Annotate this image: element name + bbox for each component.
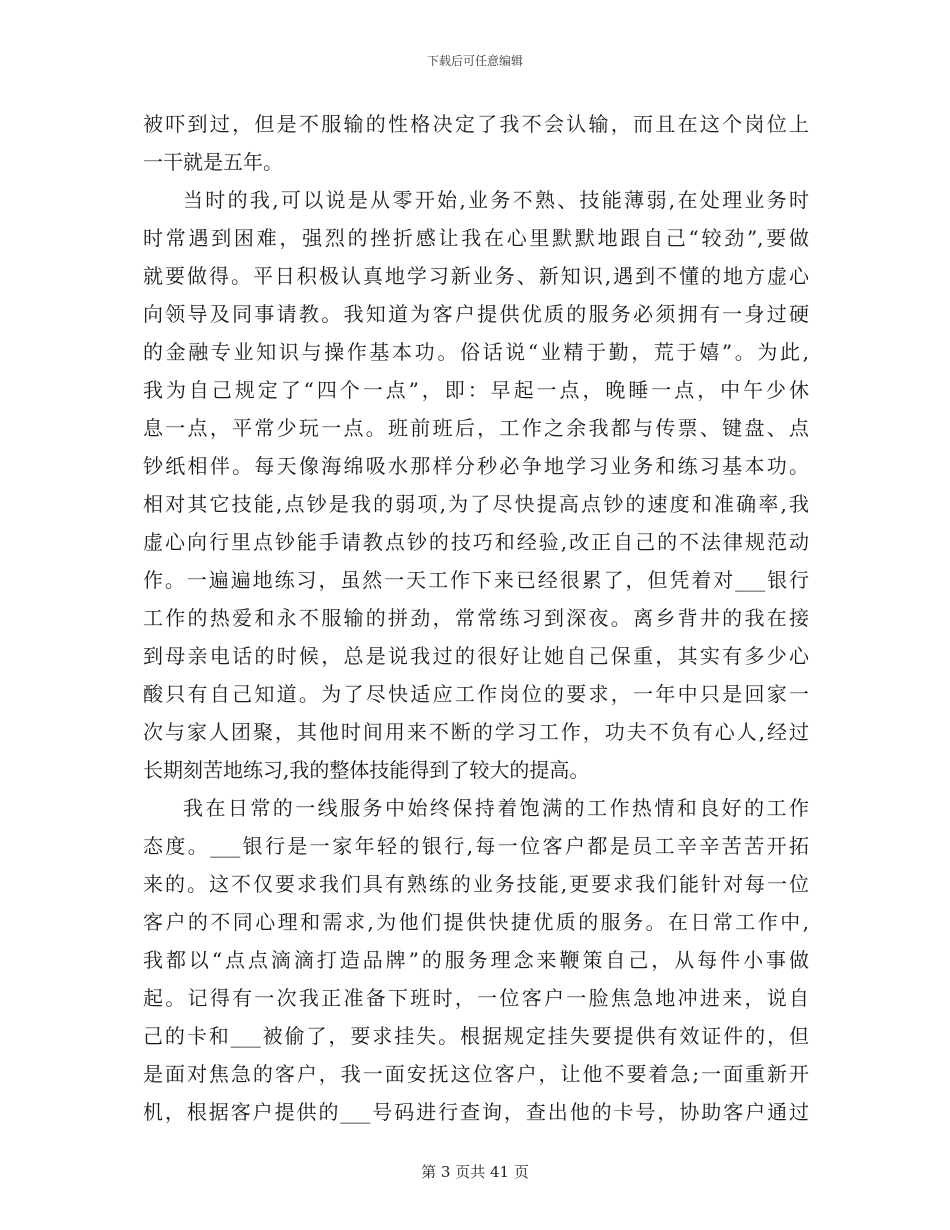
text-line: 一干就是五年。 xyxy=(143,150,283,174)
text-line: 虚心向行里点钞能手请教点钞的技巧和经验,改正自己的不法律规范动 xyxy=(143,530,809,554)
text-line: 相对其它技能,点钞是我的弱项,为了尽快提高点钞的速度和准确率,我 xyxy=(143,492,809,516)
text-line: 就要做得。平日积极认真地学习新业务、新知识,遇到不懂的地方虚心 xyxy=(143,264,809,288)
text-line: 息一点，平常少玩一点。班前班后，工作之余我都与传票、键盘、点 xyxy=(143,416,809,440)
text-line: 的金融专业知识与操作基本功。俗话说“业精于勤，荒于嬉”。为此, xyxy=(143,340,809,364)
text-line: 工作的热爱和永不服输的拼劲，常常练习到深夜。离乡背井的我在接 xyxy=(143,606,809,630)
text-line: 己的卡和___被偷了，要求挂失。根据规定挂失要提供有效证件的，但 xyxy=(143,1024,809,1048)
text-line: 作。一遍遍地练习，虽然一天工作下来已经很累了，但凭着对___银行 xyxy=(143,568,809,592)
text-line: 向领导及同事请教。我知道为客户提供优质的服务必须拥有一身过硬 xyxy=(143,302,809,326)
text-line: 是面对焦急的客户，我一面安抚这位客户，让他不要着急;一面重新开 xyxy=(143,1062,809,1086)
text-line: 我都以“点点滴滴打造品牌”的服务理念来鞭策自己，从每件小事做 xyxy=(143,948,809,972)
text-line: 机，根据客户提供的___号码进行查询，查出他的卡号，协助客户通过 xyxy=(143,1100,809,1124)
text-line: 次与家人团聚，其他时间用来不断的学习工作，功夫不负有心人,经过 xyxy=(143,720,809,744)
text-line: 钞纸相伴。每天像海绵吸水那样分秒必争地学习业务和练习基本功。 xyxy=(143,454,809,478)
text-line: 我在日常的一线服务中始终保持着饱满的工作热情和良好的工作 xyxy=(183,796,809,820)
text-line: 当时的我,可以说是从零开始,业务不熟、技能薄弱,在处理业务时 xyxy=(183,188,809,212)
text-line: 长期刻苦地练习,我的整体技能得到了较大的提高。 xyxy=(143,758,590,782)
text-line: 被吓到过，但是不服输的性格决定了我不会认输，而且在这个岗位上 xyxy=(143,112,809,136)
text-line: 酸只有自己知道。为了尽快适应工作岗位的要求，一年中只是回家一 xyxy=(143,682,809,706)
text-line: 时常遇到困难，强烈的挫折感让我在心里默默地跟自己“较劲”,要做 xyxy=(143,226,809,250)
text-line: 来的。这不仅要求我们具有熟练的业务技能,更要求我们能针对每一位 xyxy=(143,872,809,896)
page-header: 下载后可任意编辑 xyxy=(426,54,523,68)
page-number: 第 3 页共 41 页 xyxy=(421,1163,529,1181)
text-line: 起。记得有一次我正准备下班时，一位客户一脸焦急地冲进来，说自 xyxy=(143,986,809,1010)
text-line: 我为自己规定了“四个一点”，即：早起一点，晚睡一点，中午少休 xyxy=(143,378,809,402)
document-body xyxy=(143,105,809,1131)
text-line: 客户的不同心理和需求,为他们提供快捷优质的服务。在日常工作中, xyxy=(143,910,809,934)
text-line: 态度。___银行是一家年轻的银行,每一位客户都是员工辛辛苦苦开拓 xyxy=(143,834,809,858)
text-line: 到母亲电话的时候，总是说我过的很好让她自己保重，其实有多少心 xyxy=(143,644,809,668)
